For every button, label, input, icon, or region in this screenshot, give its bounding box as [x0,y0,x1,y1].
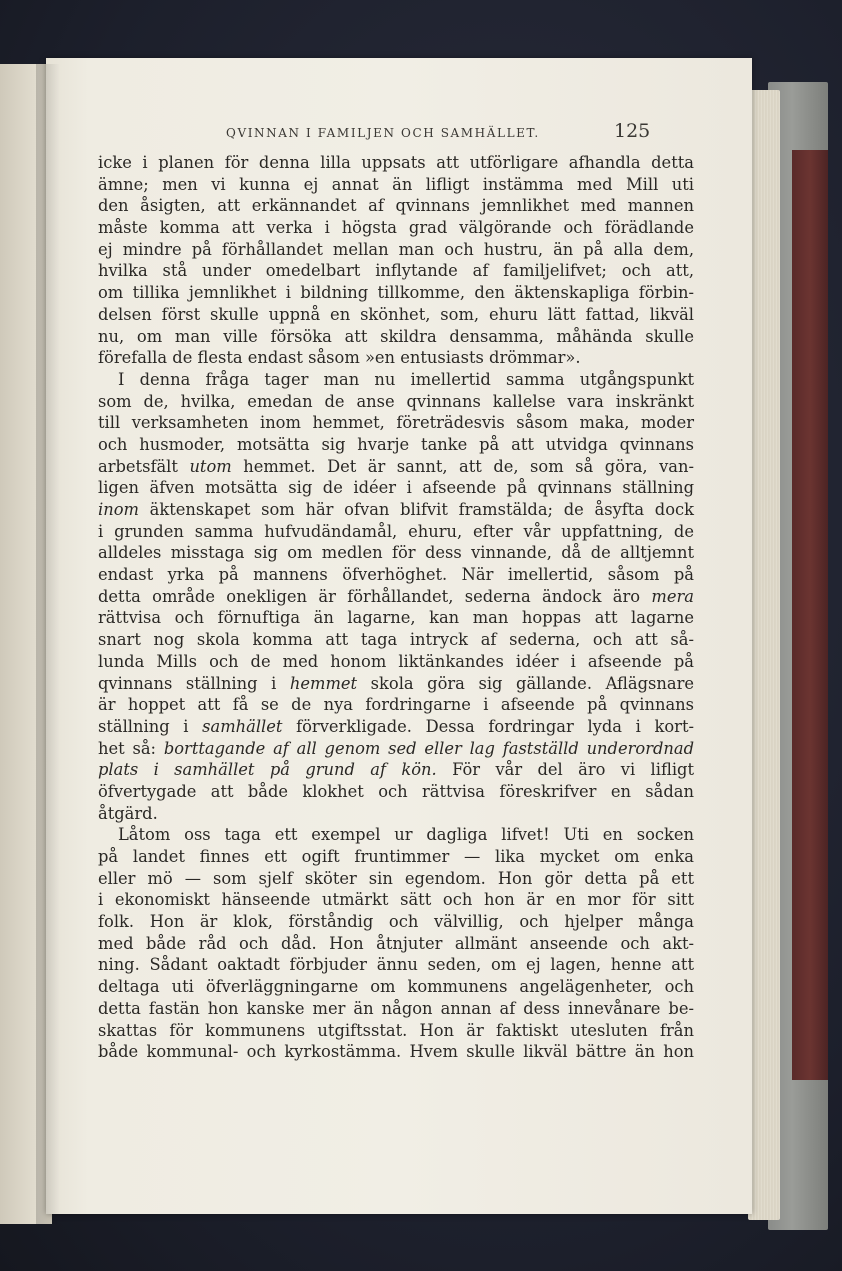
text-line: I denna fråga tager man nu imellertid samma utgångspunkt [118,369,694,389]
text-segment: detta område onekligen är förhållandet, sederna ändock äro [98,586,652,606]
text-line: hvilka stå under omedelbart inflytande af familjelifvet; och att, [98,261,694,281]
text-line: åtgärd. [98,803,158,823]
text-line: Låtom oss taga ett exempel ur dagliga lifvet! Uti en socken [118,825,694,845]
text-line [98,738,694,760]
text-segment: qvinnans ställning i [98,673,290,693]
running-head: QVINNAN I FAMILJEN OCH SAMHÄLLET. [226,126,540,140]
text-line: öfvertygade att både klokhet och rättvisa föreskrifver en sådan [98,781,694,801]
text-line [98,716,694,738]
text-line [98,759,694,781]
text-line: den åsigten, att erkännandet af qvinnans jemnlikhet med mannen [98,196,694,216]
text-line: är hoppet att få se de nya fordringarne i afseende på qvinnans [98,695,694,715]
book-spine-cloth [792,150,828,1080]
text-segment: skola göra sig gällande. Aflägsnare [357,673,694,693]
text-line: ligen äfven motsätta sig de idéer i afseende på qvinnans ställning [98,478,694,498]
text-line: måste komma att verka i högsta grad välgörande och förädlande [98,218,694,238]
emphasis: mera [651,586,694,606]
page-header [46,120,752,144]
text-line: som de, hvilka, emedan de anse qvinnans kallelse vara inskränkt [98,391,694,411]
text-line: och husmoder, motsätta sig hvarje tanke på att utvidga qvinnans [98,434,694,454]
text-line: ej mindre på förhållandet mellan man och hustru, än på alla dem, [98,239,694,259]
text-segment: hemmet. Det är sannt, att de, som så göra, van- [231,456,694,476]
text-line: lunda Mills och de med honom liktänkandes idéer i afseende på [98,651,694,671]
emphasis: plats i samhället på grund af kön. [98,760,437,780]
text-line: icke i planen för denna lilla uppsats att utförligare afhandla detta [98,153,694,172]
text-segment: förverkligade. Dessa fordringar lyda i kort- [282,716,694,736]
text-segment: het så: [98,738,164,758]
text-line: om tillika jemnlikhet i bildning tillkomme, den äktenskapliga förbin- [98,283,694,303]
emphasis: borttagande af all genom sed eller lag fastställd underordnad [163,738,695,758]
text-line: i grunden samma hufvudändamål, ehuru, efter vår uppfattning, de [98,521,694,541]
text-line: ämne; men vi kunna ej annat än lifligt instämma med Mill uti [98,174,694,194]
text-segment: ställning i [98,716,203,736]
text-line [98,586,694,608]
text-segment: För vår del äro vi lifligt [436,760,694,780]
text-line: detta fastän hon kanske mer än någon annan af dess innevånare be- [98,998,694,1018]
text-line: snart nog skola komma att taga intryck af sederna, och att så- [98,630,694,650]
text-line: på landet finnes ett ogift fruntimmer — lika mycket om enka [98,847,694,866]
book-page [46,58,752,1214]
text-line: med både råd och dåd. Hon åtnjuter allmänt anseende och akt- [98,933,694,953]
text-line: ning. Sådant oaktadt förbjuder ännu seden, om ej lagen, henne att [98,955,694,975]
emphasis: hemmet [289,673,358,693]
emphasis: samhället [202,716,283,736]
text-line [98,673,694,695]
text-line: både kommunal- och kyrkostämma. Hvem skulle likväl bättre än hon [98,1042,694,1062]
text-line: nu, om man ville försöka att skildra densamma, måhända skulle [98,326,694,346]
text-line [98,456,694,478]
text-line: alldeles misstaga sig om medlen för dess vinnande, då de alltjemnt [98,543,694,563]
text-line: skattas för kommunens utgiftsstat. Hon är faktiskt utesluten från [98,1020,694,1040]
text-segment: äktenskapet som här ofvan blifvit framstälda; de åsyfta dock [138,500,694,519]
text-segment: arbetsfält [98,456,190,476]
text-line: rättvisa och förnuftiga än lagarne, kan man hoppas att lagarne [98,608,694,628]
text-line: i ekonomiskt hänseende utmärkt sätt och hon är en mor för sitt [98,890,694,910]
page-gutter-shadow [36,64,60,1224]
text-line: delsen först skulle uppnå en skönhet, som, ehuru lätt fattad, likväl [98,304,694,324]
page-number: 125 [614,120,651,142]
text-line: förefalla de flesta endast såsom »en entusiasts drömmar». [98,348,581,368]
emphasis: inom [98,500,139,519]
emphasis: utom [189,456,232,476]
text-line [98,499,694,521]
text-line: till verksamheten inom hemmet, företrädesvis såsom maka, moder [98,413,694,433]
body-text [98,152,694,1063]
text-line: folk. Hon är klok, förståndig och välvillig, och hjelper många [98,912,694,932]
text-line: endast yrka på mannens öfverhöghet. När imellertid, såsom på [98,565,694,585]
text-line: eller mö — som sjelf sköter sin egendom. Hon gör detta på ett [98,868,694,888]
page-edges [748,90,780,1220]
text-line: deltaga uti öfverläggningarne om kommunens angelägenheter, och [98,977,694,997]
